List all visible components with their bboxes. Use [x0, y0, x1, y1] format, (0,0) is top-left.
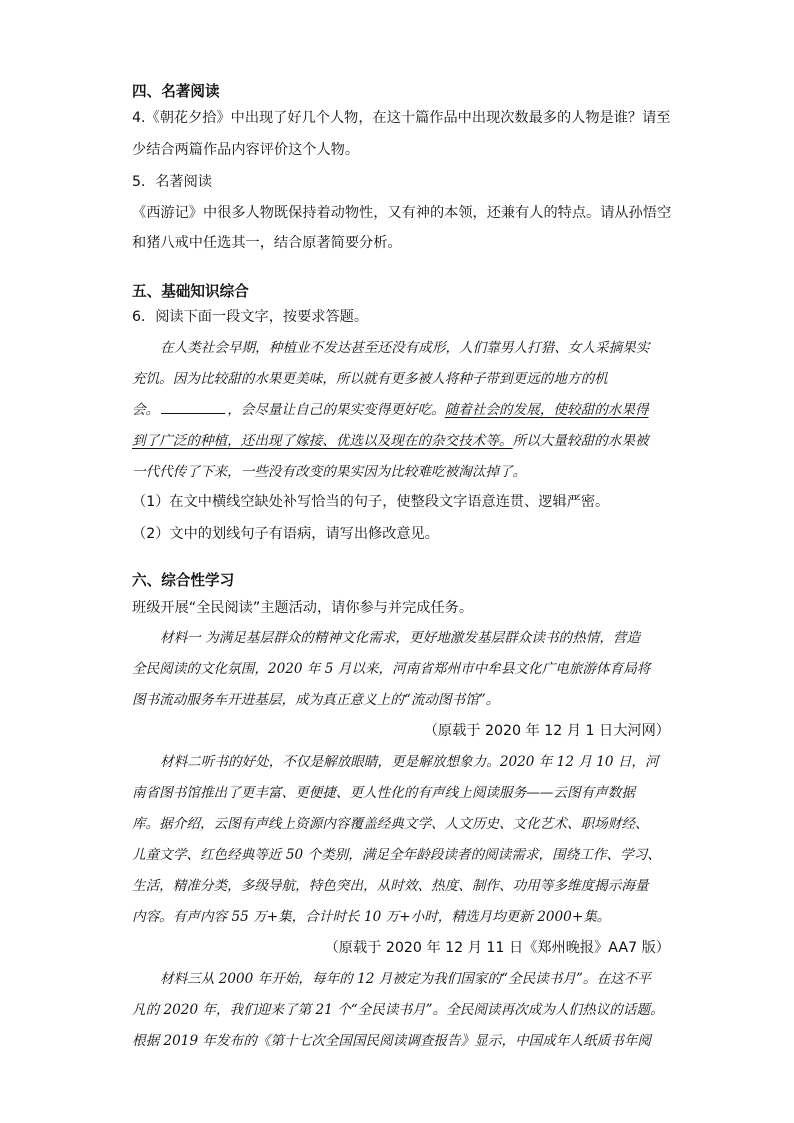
question-5-title: 5．名著阅读 — [132, 174, 212, 190]
sub-question-1: （1）在文中横线空缺处补写恰当的句子，使整段文字语意连贯、逻辑严密。 — [132, 494, 610, 510]
material-2-line-5: 生活，精准分类，多级导航，特色突出，从时效、热度、制作、功用等多维度揭示海量 — [132, 878, 649, 894]
question-4-line-1: 4.《朝花夕拾》中出现了好几个人物，在这十篇作品中出现次数最多的人物是谁？请至 — [132, 110, 671, 126]
passage-line-5: 一代代传了下来，一些没有改变的果实因为比较难吃被淘汰掉了。 — [132, 464, 527, 480]
material-3-line-1: 材料三从 2000 年开始，每年的 12 月被定为我们国家的“全民读书月”。在这不平 — [160, 971, 651, 987]
fill-in-blank[interactable] — [161, 401, 225, 414]
question-4-line-2: 少结合两篇作品内容评价这个人物。 — [132, 142, 360, 158]
material-1-line-1: 材料一 为满足基层群众的精神文化需求，更好地激发基层群众读书的热情，营造 — [160, 630, 641, 646]
passage-line-3-mid: ，会尽量让自己的果实变得更好吃。 — [227, 402, 445, 418]
material-1-source: （原载于 2020 年 12 月 1 日大河网） — [423, 723, 670, 739]
sub-question-2: （2）文中的划线句子有语病，请写出修改意见。 — [132, 526, 439, 542]
material-3-line-2: 凡的 2020 年，我们迎来了第 21 个“全民读书月”。全民阅读再次成为人们热议的话题。 — [132, 1002, 664, 1018]
material-1-line-2: 全民阅读的文化氛围，2020 年 5 月以来，河南省郑州市中牟县文化广电旅游体育局将 — [132, 661, 651, 677]
material-2-source: （原载于 2020 年 12 月 11 日《郑州晚报》AA7 版） — [324, 940, 670, 956]
section-heading-5: 五、基础知识综合 — [132, 283, 249, 300]
passage-line-3-start: 会。 — [132, 402, 160, 418]
material-2-line-1: 材料二听书的好处，不仅是解放眼睛，更是解放想象力。2020 年 12 月 10 日，河 — [160, 754, 659, 770]
material-2-line-6: 内容。有声内容 55 万+集，合计时长 10 万+小时，精选月均更新 2000+集。 — [132, 909, 611, 925]
material-2-line-3: 库。据介绍，云图有声线上资源内容覆盖经典文学、人文历史、文化艺术、职场财经、 — [132, 816, 649, 832]
passage-line-4-end: 所以大量较甜的水果被 — [512, 433, 649, 449]
material-2-line-4: 儿童文学、红色经典等近 50 个类别，满足全年龄段读者的阅读需求，围绕工作、学习、 — [132, 847, 661, 863]
material-2-line-2: 南省图书馆推出了更丰富、更便捷、更人性化的有声线上阅读服务——云图有声数据 — [132, 785, 635, 801]
passage-line-3 — [132, 400, 649, 420]
material-1-line-3: 图书流动服务车开进基层，成为真正意义上的“流动图书馆”。 — [132, 692, 500, 708]
passage-line-1: 在人类社会早期，种植业不发达甚至还没有成形，人们靠男人打猎、女人采摘果实 — [160, 340, 650, 356]
question-6-title: 6．阅读下面一段文字，按要求答题。 — [132, 309, 369, 325]
question-5-line-2: 和猪八戒中任选其一，结合原著简要分析。 — [132, 235, 402, 251]
activity-intro: 班级开展“全民阅读”主题活动，请你参与并完成任务。 — [132, 600, 474, 616]
passage-line-2: 充饥。因为比较甜的水果更美味，所以就有更多被人将种子带到更远的地方的机 — [132, 371, 608, 387]
passage-line-4 — [132, 431, 649, 451]
material-3-line-3: 根据 2019 年发布的《第十七次全国国民阅读调查报告》显示，中国成年人纸质书年阅 — [132, 1033, 652, 1049]
underlined-sentence-part-1: 随着社会的发展，使较甜的水果得 — [444, 402, 649, 418]
section-heading-4: 四、名著阅读 — [132, 83, 220, 100]
underlined-sentence-part-2: 到了广泛的种植，还出现了嫁接、优选以及现在的杂交技术等。 — [132, 433, 513, 449]
section-heading-6: 六、综合性学习 — [132, 572, 235, 589]
question-5-line-1: 《西游记》中很多人物既保持着动物性，又有神的本领，还兼有人的特点。请从孙悟空 — [132, 205, 672, 221]
